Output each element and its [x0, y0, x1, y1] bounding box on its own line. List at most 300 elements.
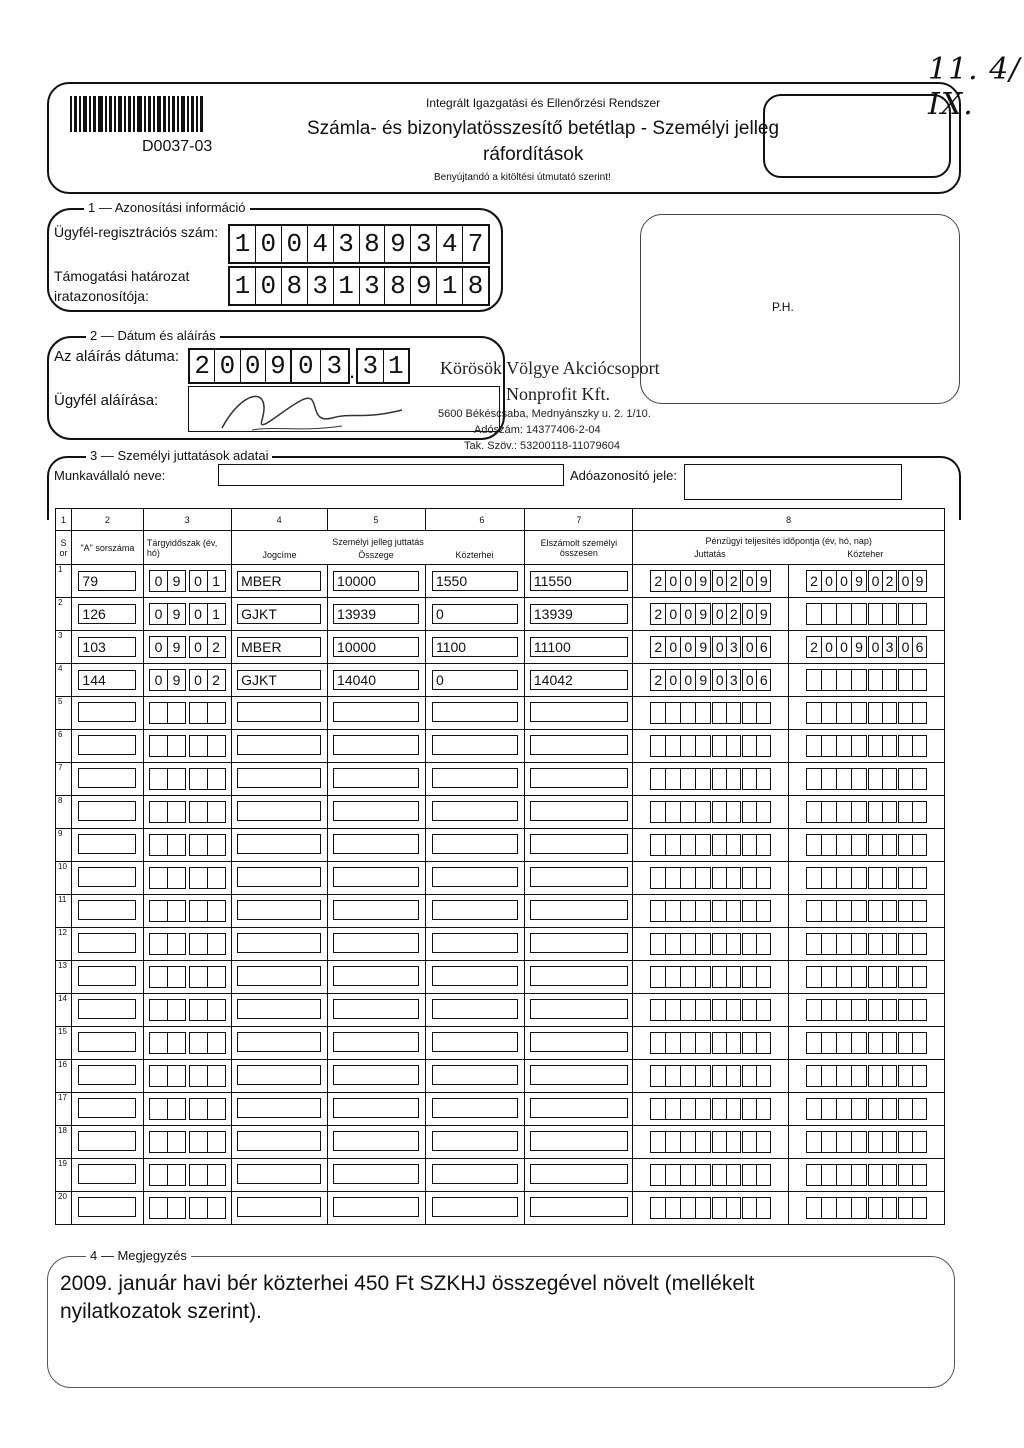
digit-cell[interactable] [651, 934, 666, 954]
digit-cell[interactable] [899, 835, 913, 855]
kozteher-date-input[interactable] [806, 867, 927, 889]
targy-year[interactable] [149, 669, 186, 691]
elszamolt-input[interactable] [530, 801, 628, 821]
digit-cell[interactable]: 9 [172, 639, 181, 655]
jogcime-input[interactable] [237, 867, 321, 887]
jogcime-input[interactable] [237, 1197, 321, 1217]
kozterhei-input[interactable] [432, 1098, 518, 1118]
year-box[interactable] [650, 1098, 711, 1120]
digit-cell[interactable] [913, 769, 926, 789]
targy-month[interactable] [189, 603, 226, 625]
digit-cell[interactable] [651, 901, 666, 921]
digit-cell[interactable] [696, 868, 710, 888]
digit-cell[interactable] [727, 736, 740, 756]
targy-year[interactable] [149, 735, 186, 757]
kozteher-date-input[interactable] [806, 834, 927, 856]
elszamolt-input[interactable] [530, 834, 628, 854]
digit-cell[interactable] [150, 868, 168, 888]
digit-cell[interactable]: 8 [467, 271, 484, 301]
digit-cell[interactable] [757, 868, 770, 888]
digit-cell[interactable]: 9 [699, 639, 708, 655]
kozterhei-input[interactable] [432, 867, 518, 887]
digit-cell[interactable] [869, 769, 883, 789]
digit-cell[interactable] [807, 835, 822, 855]
day-box[interactable] [742, 1065, 771, 1087]
year-box[interactable] [806, 636, 867, 658]
digit-cell[interactable] [150, 1066, 168, 1086]
year-box[interactable] [650, 735, 711, 757]
targy-month[interactable] [189, 801, 226, 823]
digit-cell[interactable] [713, 1033, 727, 1053]
digit-cell[interactable] [743, 1165, 757, 1185]
date-day-field[interactable] [356, 348, 410, 384]
digit-cell[interactable] [743, 736, 757, 756]
digit-cell[interactable] [913, 1066, 926, 1086]
targy-month[interactable] [189, 735, 226, 757]
year-box[interactable] [806, 735, 867, 757]
day-box[interactable] [898, 603, 927, 625]
month-box[interactable] [868, 1164, 897, 1186]
digit-cell[interactable]: 2 [212, 639, 220, 655]
digit-cell[interactable]: 1 [387, 351, 404, 381]
a-sorszam-input[interactable] [78, 900, 136, 920]
month-box[interactable] [712, 570, 741, 592]
month-box[interactable] [712, 669, 741, 691]
digit-cell[interactable]: 9 [172, 573, 181, 589]
targy-year[interactable] [149, 933, 186, 955]
a-sorszam-input[interactable]: 126 [78, 604, 136, 624]
digit-cell[interactable] [150, 769, 168, 789]
digit-cell[interactable] [713, 1000, 727, 1020]
digit-cell[interactable] [208, 769, 225, 789]
digit-cell[interactable] [743, 868, 757, 888]
digit-cell[interactable] [150, 703, 168, 723]
month-box[interactable] [868, 570, 897, 592]
digit-cell[interactable]: 3 [885, 639, 894, 655]
kozteher-date-input[interactable] [806, 1131, 927, 1153]
digit-cell[interactable]: 0 [241, 350, 266, 382]
day-box[interactable] [898, 999, 927, 1021]
digit-cell[interactable] [822, 1033, 837, 1053]
digit-cell[interactable] [666, 769, 681, 789]
digit-cell[interactable] [899, 1033, 913, 1053]
digit-cell[interactable] [150, 1099, 168, 1119]
digit-cell[interactable] [757, 1198, 770, 1218]
targy-year[interactable] [149, 1164, 186, 1186]
kozteher-date-input[interactable] [806, 735, 927, 757]
month-box[interactable] [712, 933, 741, 955]
juttatas-date-input[interactable] [650, 1098, 771, 1120]
year-box[interactable] [806, 768, 867, 790]
digit-cell[interactable]: 8 [282, 268, 308, 304]
digit-cell[interactable] [666, 967, 681, 987]
month-box[interactable] [712, 1197, 741, 1219]
digit-cell[interactable]: 9 [385, 226, 411, 262]
digit-cell[interactable]: 0 [150, 571, 168, 591]
month-box[interactable] [868, 603, 897, 625]
kozterhei-input[interactable] [432, 900, 518, 920]
digit-cell[interactable] [822, 1132, 837, 1152]
digit-cell[interactable] [743, 802, 757, 822]
digit-cell[interactable] [913, 670, 926, 690]
day-box[interactable] [742, 603, 771, 625]
digit-cell[interactable] [190, 1033, 208, 1053]
kozterhei-input[interactable] [432, 801, 518, 821]
digit-cell[interactable] [190, 901, 208, 921]
digit-cell[interactable]: 1 [437, 268, 463, 304]
kozterhei-input[interactable] [432, 966, 518, 986]
digit-cell[interactable]: 9 [270, 351, 286, 381]
digit-cell[interactable] [869, 604, 883, 624]
kozterhei-input[interactable] [432, 1131, 518, 1151]
digit-cell[interactable] [681, 835, 696, 855]
digit-cell[interactable] [651, 1132, 666, 1152]
digit-cell[interactable]: 3 [360, 268, 386, 304]
digit-cell[interactable] [681, 1099, 696, 1119]
digit-cell[interactable] [899, 1000, 913, 1020]
jogcime-input[interactable] [237, 735, 321, 755]
digit-cell[interactable] [899, 670, 913, 690]
juttatas-date-input[interactable] [650, 603, 771, 625]
juttatas-date-input[interactable] [650, 867, 771, 889]
digit-cell[interactable]: 3 [334, 226, 360, 262]
day-box[interactable] [742, 933, 771, 955]
digit-cell[interactable]: 9 [172, 672, 181, 688]
digit-cell[interactable] [696, 1165, 710, 1185]
digit-cell[interactable] [883, 1099, 896, 1119]
digit-cell[interactable] [822, 802, 837, 822]
date-year-field[interactable] [188, 348, 292, 384]
digit-cell[interactable] [190, 769, 208, 789]
digit-cell[interactable]: 1 [230, 226, 256, 262]
digit-cell[interactable] [190, 802, 208, 822]
employee-name-field[interactable] [218, 464, 564, 486]
year-box[interactable] [650, 570, 711, 592]
digit-cell[interactable] [150, 934, 168, 954]
kozterhei-input[interactable] [432, 1197, 518, 1217]
juttatas-date-input[interactable] [650, 1065, 771, 1087]
digit-cell[interactable]: 9 [759, 606, 768, 622]
digit-cell[interactable] [713, 769, 727, 789]
digit-cell[interactable] [807, 736, 822, 756]
a-sorszam-input[interactable] [78, 735, 136, 755]
elszamolt-input[interactable]: 14042 [530, 670, 628, 690]
month-box[interactable] [712, 735, 741, 757]
digit-cell[interactable] [913, 1132, 926, 1152]
digit-cell[interactable] [681, 1066, 696, 1086]
digit-cell[interactable] [713, 802, 727, 822]
year-box[interactable] [806, 570, 867, 592]
digit-cell[interactable]: 2 [885, 573, 894, 589]
day-box[interactable] [742, 1131, 771, 1153]
digit-cell[interactable] [190, 1066, 208, 1086]
kozteher-date-input[interactable] [806, 1032, 927, 1054]
digit-cell[interactable] [852, 1165, 866, 1185]
kozterhei-input[interactable] [432, 999, 518, 1019]
digit-cell[interactable] [727, 835, 740, 855]
digit-cell[interactable] [190, 934, 208, 954]
digit-cell[interactable] [208, 868, 225, 888]
digit-cell[interactable] [713, 868, 727, 888]
juttatas-date-input[interactable] [650, 966, 771, 988]
month-box[interactable] [868, 1197, 897, 1219]
digit-cell[interactable] [168, 1033, 185, 1053]
targy-year[interactable] [149, 768, 186, 790]
day-box[interactable] [898, 636, 927, 658]
digit-cell[interactable] [822, 835, 837, 855]
digit-cell[interactable]: 9 [759, 573, 768, 589]
year-box[interactable] [806, 1197, 867, 1219]
digit-cell[interactable] [150, 1033, 168, 1053]
digit-cell[interactable]: 0 [681, 571, 696, 591]
year-box[interactable] [806, 867, 867, 889]
kozteher-date-input[interactable] [806, 603, 927, 625]
kozteher-date-input[interactable] [806, 1098, 927, 1120]
day-box[interactable] [742, 1197, 771, 1219]
digit-cell[interactable] [899, 604, 913, 624]
digit-cell[interactable] [727, 1000, 740, 1020]
digit-cell[interactable] [899, 769, 913, 789]
digit-cell[interactable] [807, 604, 822, 624]
digit-cell[interactable] [913, 1000, 926, 1020]
digit-cell[interactable] [869, 1165, 883, 1185]
kozteher-date-input[interactable] [806, 933, 927, 955]
osszege-input[interactable] [333, 1164, 419, 1184]
digit-cell[interactable] [208, 934, 225, 954]
day-box[interactable] [898, 1164, 927, 1186]
digit-cell[interactable]: 0 [666, 637, 681, 657]
digit-cell[interactable] [168, 736, 185, 756]
digit-cell[interactable] [913, 1099, 926, 1119]
targy-year[interactable] [149, 900, 186, 922]
digit-cell[interactable] [883, 769, 896, 789]
digit-cell[interactable] [869, 901, 883, 921]
jogcime-input[interactable]: MBER [237, 637, 321, 657]
juttatas-date-input[interactable] [650, 933, 771, 955]
day-box[interactable] [742, 867, 771, 889]
digit-cell[interactable]: 2 [651, 637, 666, 657]
digit-cell[interactable] [713, 1066, 727, 1086]
digit-cell[interactable] [899, 1198, 913, 1218]
digit-cell[interactable] [869, 1198, 883, 1218]
digit-cell[interactable] [681, 934, 696, 954]
digit-cell[interactable] [743, 1099, 757, 1119]
kozteher-date-input[interactable] [806, 801, 927, 823]
year-box[interactable] [650, 1131, 711, 1153]
digit-cell[interactable] [883, 835, 896, 855]
digit-cell[interactable] [852, 604, 866, 624]
digit-cell[interactable] [666, 736, 681, 756]
digit-cell[interactable] [681, 868, 696, 888]
digit-cell[interactable] [869, 703, 883, 723]
digit-cell[interactable] [807, 670, 822, 690]
digit-cell[interactable]: 0 [713, 604, 727, 624]
digit-cell[interactable] [727, 1099, 740, 1119]
day-box[interactable] [742, 900, 771, 922]
digit-cell[interactable]: 2 [729, 606, 738, 622]
targy-year[interactable] [149, 966, 186, 988]
elszamolt-input[interactable] [530, 1164, 628, 1184]
month-box[interactable] [868, 636, 897, 658]
digit-cell[interactable] [869, 967, 883, 987]
digit-cell[interactable] [666, 1099, 681, 1119]
digit-cell[interactable]: 0 [822, 571, 837, 591]
day-box[interactable] [898, 669, 927, 691]
digit-cell[interactable] [651, 1165, 666, 1185]
digit-cell[interactable] [822, 1000, 837, 1020]
year-box[interactable] [806, 603, 867, 625]
day-box[interactable] [742, 801, 771, 823]
day-box[interactable] [898, 702, 927, 724]
digit-cell[interactable]: 4 [308, 226, 334, 262]
digit-cell[interactable] [837, 670, 852, 690]
year-box[interactable] [806, 801, 867, 823]
digit-cell[interactable] [837, 868, 852, 888]
month-box[interactable] [712, 867, 741, 889]
elszamolt-input[interactable] [530, 702, 628, 722]
day-box[interactable] [898, 1032, 927, 1054]
digit-cell[interactable] [743, 703, 757, 723]
targy-month[interactable] [189, 834, 226, 856]
osszege-input[interactable]: 13939 [333, 604, 419, 624]
juttatas-date-input[interactable] [650, 1164, 771, 1186]
digit-cell[interactable] [852, 934, 866, 954]
digit-cell[interactable] [713, 1165, 727, 1185]
osszege-input[interactable] [333, 1032, 419, 1052]
a-sorszam-input[interactable] [78, 768, 136, 788]
digit-cell[interactable]: 9 [855, 573, 863, 589]
elszamolt-input[interactable]: 13939 [530, 604, 628, 624]
digit-cell[interactable] [190, 1198, 208, 1218]
digit-cell[interactable] [883, 1033, 896, 1053]
digit-cell[interactable]: 9 [699, 606, 708, 622]
year-box[interactable] [806, 1131, 867, 1153]
digit-cell[interactable] [150, 1165, 168, 1185]
juttatas-date-input[interactable] [650, 1197, 771, 1219]
digit-cell[interactable] [208, 967, 225, 987]
digit-cell[interactable] [899, 802, 913, 822]
kozteher-date-input[interactable] [806, 669, 927, 691]
digit-cell[interactable] [837, 703, 852, 723]
digit-cell[interactable] [651, 1198, 666, 1218]
digit-cell[interactable] [757, 802, 770, 822]
digit-cell[interactable] [150, 802, 168, 822]
day-box[interactable] [742, 768, 771, 790]
kozteher-date-input[interactable] [806, 1197, 927, 1219]
jogcime-input[interactable] [237, 702, 321, 722]
digit-cell[interactable] [651, 703, 666, 723]
day-box[interactable] [898, 966, 927, 988]
digit-cell[interactable] [822, 967, 837, 987]
digit-cell[interactable] [837, 604, 852, 624]
digit-cell[interactable] [696, 736, 710, 756]
kozteher-date-input[interactable] [806, 1065, 927, 1087]
month-box[interactable] [868, 1065, 897, 1087]
digit-cell[interactable] [869, 1132, 883, 1152]
targy-year[interactable] [149, 1098, 186, 1120]
day-box[interactable] [742, 999, 771, 1021]
jogcime-input[interactable] [237, 1032, 321, 1052]
targy-month[interactable] [189, 1131, 226, 1153]
digit-cell[interactable] [150, 1198, 168, 1218]
digit-cell[interactable] [837, 1033, 852, 1053]
digit-cell[interactable]: 0 [681, 604, 696, 624]
year-box[interactable] [650, 900, 711, 922]
jogcime-input[interactable] [237, 933, 321, 953]
elszamolt-input[interactable] [530, 735, 628, 755]
a-sorszam-input[interactable] [78, 1065, 136, 1085]
targy-month[interactable] [189, 900, 226, 922]
targy-month[interactable] [189, 1197, 226, 1219]
digit-cell[interactable]: 9 [172, 606, 181, 622]
digit-cell[interactable] [837, 1099, 852, 1119]
digit-cell[interactable] [666, 1066, 681, 1086]
digit-cell[interactable] [168, 1066, 185, 1086]
juttatas-date-input[interactable] [650, 669, 771, 691]
digit-cell[interactable]: 2 [807, 571, 822, 591]
digit-cell[interactable] [757, 1165, 770, 1185]
juttatas-date-input[interactable] [650, 999, 771, 1021]
month-box[interactable] [712, 1098, 741, 1120]
digit-cell[interactable] [666, 1033, 681, 1053]
targy-month[interactable] [189, 933, 226, 955]
year-box[interactable] [650, 933, 711, 955]
digit-cell[interactable] [869, 868, 883, 888]
digit-cell[interactable]: 6 [759, 639, 768, 655]
digit-cell[interactable] [757, 967, 770, 987]
juttatas-date-input[interactable] [650, 834, 771, 856]
month-box[interactable] [712, 702, 741, 724]
digit-cell[interactable] [913, 604, 926, 624]
digit-cell[interactable] [150, 1132, 168, 1152]
digit-cell[interactable]: 0 [666, 670, 681, 690]
month-box[interactable] [868, 1131, 897, 1153]
digit-cell[interactable] [681, 967, 696, 987]
digit-cell[interactable] [807, 901, 822, 921]
day-box[interactable] [742, 1098, 771, 1120]
elszamolt-input[interactable] [530, 966, 628, 986]
digit-cell[interactable]: 0 [713, 637, 727, 657]
jogcime-input[interactable] [237, 999, 321, 1019]
digit-cell[interactable] [727, 703, 740, 723]
elszamolt-input[interactable] [530, 768, 628, 788]
digit-cell[interactable] [807, 1198, 822, 1218]
client-id-field[interactable] [228, 224, 490, 264]
a-sorszam-input[interactable] [78, 702, 136, 722]
kozterhei-input[interactable]: 1550 [432, 571, 518, 591]
digit-cell[interactable] [168, 934, 185, 954]
osszege-input[interactable] [333, 801, 419, 821]
digit-cell[interactable]: 2 [651, 571, 666, 591]
targy-year[interactable] [149, 1065, 186, 1087]
digit-cell[interactable] [913, 967, 926, 987]
juttatas-date-input[interactable] [650, 900, 771, 922]
digit-cell[interactable] [869, 1099, 883, 1119]
digit-cell[interactable] [208, 1099, 225, 1119]
kozterhei-input[interactable]: 1100 [432, 637, 518, 657]
osszege-input[interactable] [333, 900, 419, 920]
day-box[interactable] [898, 801, 927, 823]
digit-cell[interactable] [651, 835, 666, 855]
digit-cell[interactable] [208, 703, 225, 723]
a-sorszam-input[interactable] [78, 1098, 136, 1118]
digit-cell[interactable] [666, 1132, 681, 1152]
digit-cell[interactable] [681, 1033, 696, 1053]
digit-cell[interactable] [807, 1000, 822, 1020]
digit-cell[interactable] [168, 967, 185, 987]
juttatas-date-input[interactable] [650, 768, 771, 790]
digit-cell[interactable] [869, 934, 883, 954]
